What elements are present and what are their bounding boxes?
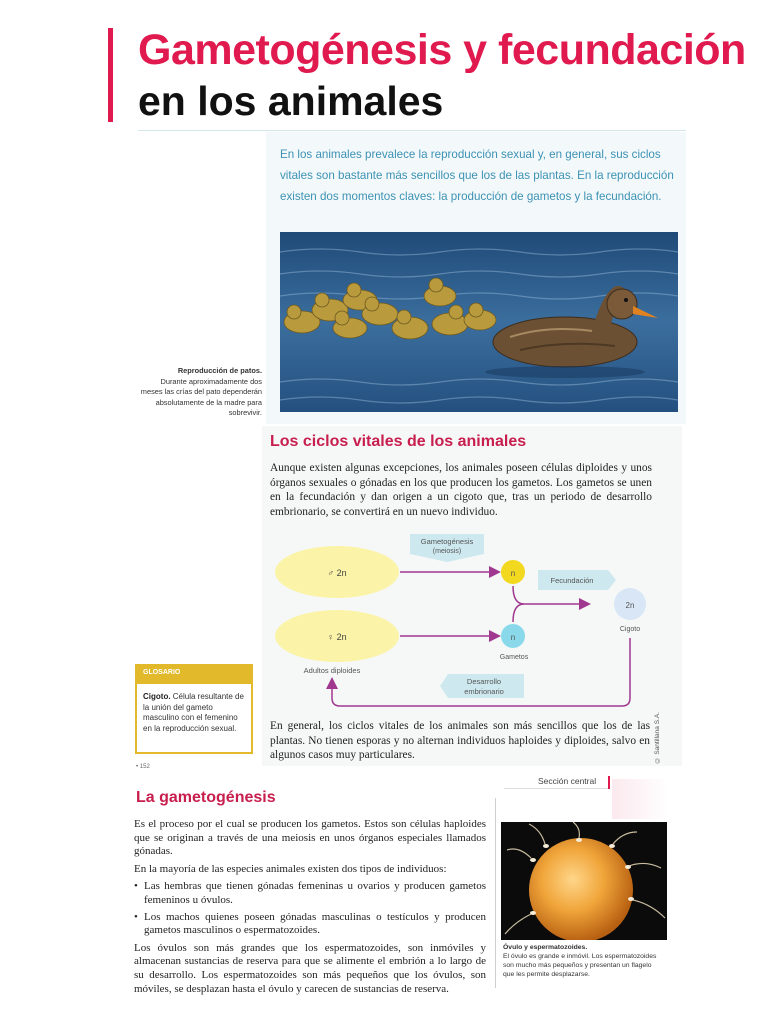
gametes-label: Gametos bbox=[499, 654, 529, 661]
list-item: • Los machos quienes poseen gónadas masculinas o testículos y producen gametos masculinos o espermatozoides. bbox=[134, 911, 486, 938]
section-tab: Sección central bbox=[504, 776, 608, 789]
duck-caption-title: Reproducción de patos. bbox=[177, 366, 262, 375]
fecundation-label: Fecundación bbox=[550, 576, 594, 585]
cycles-heading: Los ciclos vitales de los animales bbox=[270, 433, 527, 450]
gametogenesis-p1: Es el proceso por el cual se producen los gametos. Estos son células haploides que se originan a través de una meiosis en unos órganos especiales llamados gónadas. bbox=[134, 818, 486, 858]
male-adult-label: ♂ 2n bbox=[327, 568, 347, 578]
glossary-definition: Célula resultante de la unión del gameto masculino con el femenino en la reproducción sexual. bbox=[143, 692, 244, 733]
decorative-strip bbox=[612, 779, 668, 819]
egg-sperm-photo bbox=[501, 822, 667, 940]
egg-photo-caption bbox=[503, 943, 663, 979]
zygote-label: 2n bbox=[625, 601, 635, 610]
gametogenesis-text bbox=[134, 818, 486, 1000]
glossary-body bbox=[137, 684, 251, 742]
duck-photo-caption bbox=[138, 366, 262, 419]
intro-text: En los animales prevalece la reproducción sexual y, en general, sus ciclos vitales son bastante más sencillos que los de las plantas. En la reproducción existen dos momentos claves: la producción de gametos y la fecundación. bbox=[280, 148, 674, 203]
section-tab-marker bbox=[608, 776, 610, 789]
life-cycle-diagram bbox=[262, 528, 682, 718]
duck-illustration bbox=[280, 232, 678, 412]
title-accent-bar bbox=[108, 28, 113, 122]
arrow-female-gamete-to-zygote bbox=[513, 604, 524, 622]
glossary-term: Cigoto. bbox=[143, 692, 171, 701]
duck-photo bbox=[280, 232, 678, 412]
photo-credit: © Santillana S.A. bbox=[654, 712, 661, 764]
adults-label: Adultos diploides bbox=[303, 666, 361, 675]
page-title-line2: en los animales bbox=[138, 78, 444, 124]
column-divider bbox=[495, 798, 496, 988]
gametogenesis-sublabel: (meiosis) bbox=[432, 548, 462, 555]
gametogenesis-p2: En la mayoría de las especies animales existen dos tipos de individuos: bbox=[134, 862, 447, 875]
cycles-paragraph-2: En general, los ciclos vitales de los animales son más sencillos que los de las plantas. No tienen esporas y no alternan individuos haploides y diploides, salvo en algunos casos muy particulares. bbox=[270, 720, 650, 761]
duck-caption-text: Durante aproximadamente dos meses las crías del pato dependerán absolutamente de la madre para sobrevivir. bbox=[140, 376, 262, 417]
gametogenesis-label: Gametogénesis bbox=[420, 537, 474, 546]
male-gamete-label: n bbox=[510, 569, 516, 578]
page-title-line1: Gametogénesis y fecundación bbox=[138, 26, 746, 74]
gametogenesis-bullets bbox=[134, 880, 486, 937]
egg-caption-text: El óvulo es grande e inmóvil. Los espermatozoides son mucho más pequeños y presentan un flagelo que les permite desplazarse. bbox=[503, 953, 657, 978]
development-sublabel: embrionario bbox=[464, 687, 504, 696]
glossary-heading: GLOSARIO bbox=[137, 666, 251, 684]
list-item: • Las hembras que tienen gónadas femeninas u ovarios y producen gametos femeninos u óvulos. bbox=[134, 880, 486, 907]
zygote-name: Cigoto bbox=[619, 626, 641, 633]
title-divider bbox=[138, 130, 686, 131]
female-adult-label: ♀ 2n bbox=[327, 632, 347, 642]
female-gamete-label: n bbox=[510, 633, 516, 642]
egg-caption-title: Óvulo y espermatozoides. bbox=[503, 944, 588, 951]
gametogenesis-p3: Los óvulos son más grandes que los espermatozoides, son inmóviles y almacenan sustancias de reserva para que se alimente el embrión a lo largo de su desarrollo. Los espermatozoides son más pequeños que los óvulos, son móviles, se desplazan hasta el óvulo y carecen de sustancias de reserva. bbox=[134, 941, 486, 995]
gametogenesis-heading: La gametogénesis bbox=[136, 789, 276, 806]
life-cycle-svg bbox=[262, 528, 682, 718]
glossary-box bbox=[135, 664, 253, 754]
development-label: Desarrollo bbox=[466, 677, 502, 686]
egg-illustration bbox=[501, 822, 667, 940]
page-number: • 152 bbox=[136, 764, 150, 770]
cycles-paragraph-1: Aunque existen algunas excepciones, los animales poseen células diploides y unos órganos sexuales o gónadas en los que producen los gametos. Los gametos se unen en la fecundación y dan origen a un cigoto que, tras un periodo de desarrollo embrionario, se convertirá en un nuevo individuo. bbox=[270, 462, 652, 518]
